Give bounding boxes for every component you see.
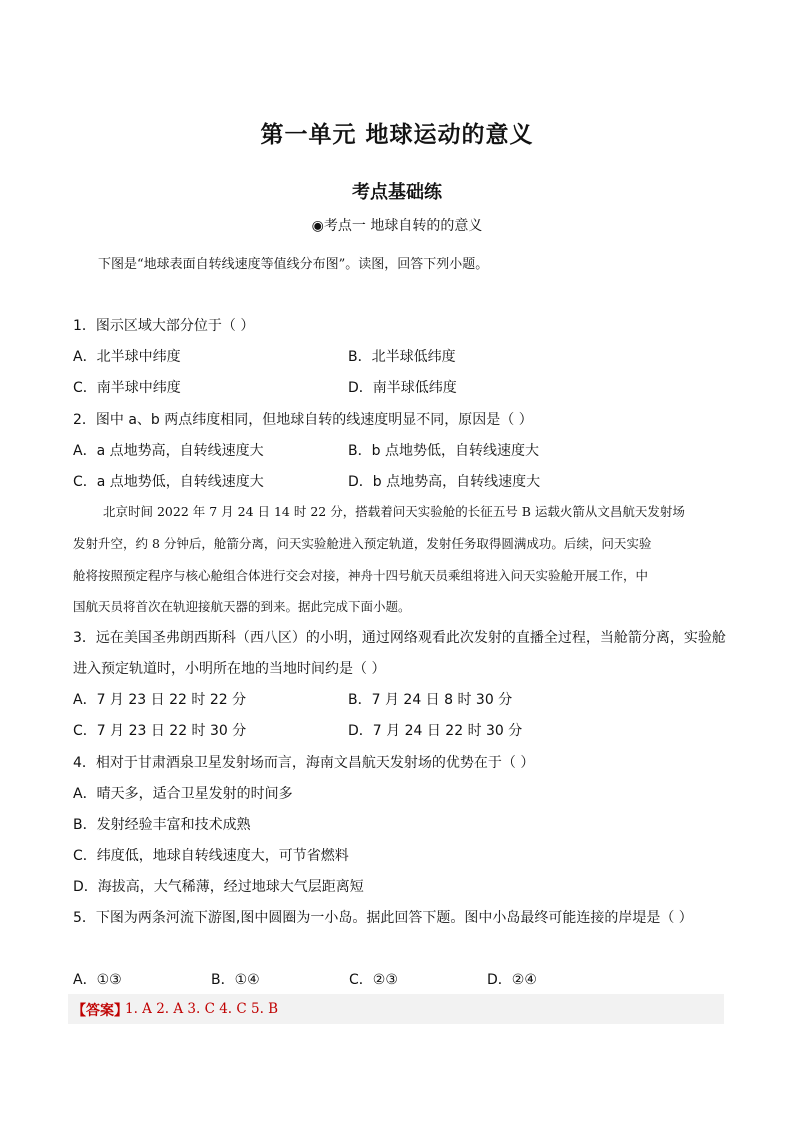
question-3-option-c: C．7 月 23 日 22 时 30 分 [73, 723, 247, 739]
question-3-option-b: B．7 月 24 日 8 时 30 分 [348, 692, 513, 708]
answer-label: 【答案】 [72, 1003, 128, 1019]
passage-line-2: 发射升空，约 8 分钟后，舱箭分离，问天实验舱进入预定轨道，发射任务取得圆满成功。后续，问天实验 [73, 536, 652, 551]
question-5-option-b: B．①④ [211, 972, 260, 988]
question-3-option-d: D．7 月 24 日 22 时 30 分 [348, 723, 523, 739]
passage-line-1: 北京时间 2022 年 7 月 24 日 14 时 22 分，搭载着问天实验舱的长征五号 B 运载火箭从文昌航天发射场 [103, 504, 685, 519]
question-2-option-b: B．b 点地势低，自转线速度大 [348, 443, 539, 459]
question-4-option-c: C．纬度低，地球自转线速度大，可节省燃料 [73, 848, 349, 864]
page-title: 第一单元 地球运动的意义 [260, 122, 534, 148]
question-4-option-b: B．发射经验丰富和技术成熟 [73, 817, 251, 833]
question-4-stem: 4．相对于甘肃酒泉卫星发射场而言，海南文昌航天发射场的优势在于（ ） [73, 755, 535, 771]
question-4-option-a: A．晴天多，适合卫星发射的时间多 [73, 786, 293, 802]
question-5-option-a: A．①③ [73, 972, 122, 988]
page-subtitle: 考点基础练 [352, 182, 442, 203]
passage-line-3: 舱将按照预定程序与核心舱组合体进行交会对接，神舟十四号航天员乘组将进入问天实验舱开展工作，中 [73, 568, 649, 583]
question-3-stem-line-2: 进入预定轨道时，小明所在地的当地时间约是（ ） [73, 661, 386, 677]
question-2-option-c: C．a 点地势低，自转线速度大 [73, 474, 264, 490]
question-3-stem-line-1: 3．远在美国圣弗朗西斯科（西八区）的小明，通过网络观看此次发射的直播全过程，当舱箭分离，实验舱 [73, 630, 726, 646]
question-1-option-c: C．南半球中纬度 [73, 380, 181, 396]
question-1-stem: 1．图示区域大部分位于（ ） [73, 318, 255, 334]
question-1-option-d: D．南半球低纬度 [348, 380, 457, 396]
intro-text: 下图是“地球表面自转线速度等值线分布图”。读图，回答下列小题。 [98, 257, 489, 272]
question-2-stem: 2．图中 a、b 两点纬度相同，但地球自转的线速度明显不同，原因是（ ） [73, 412, 533, 428]
passage-line-4: 国航天员将首次在轨迎接航天器的到来。据此完成下面小题。 [73, 599, 411, 614]
question-1-option-a: A．北半球中纬度 [73, 349, 181, 365]
question-4-option-d: D．海拔高，大气稀薄，经过地球大气层距离短 [73, 879, 364, 895]
question-2-option-d: D．b 点地势高，自转线速度大 [348, 474, 541, 490]
section-heading: ◉考点一 地球自转的的意义 [311, 218, 483, 234]
question-5-option-c: C．②③ [349, 972, 398, 988]
question-5-stem: 5．下图为两条河流下游图,图中圆圈为一小岛。据此回答下题。图中小岛最终可能连接的岸堤是（ ） [73, 910, 693, 926]
question-3-option-a: A．7 月 23 日 22 时 22 分 [73, 692, 247, 708]
answer-text: 1. A 2. A 3. C 4. C 5. B [125, 1001, 279, 1017]
question-1-option-b: B．北半球低纬度 [348, 349, 456, 365]
question-2-option-a: A．a 点地势高，自转线速度大 [73, 443, 264, 459]
question-5-option-d: D．②④ [487, 972, 537, 988]
